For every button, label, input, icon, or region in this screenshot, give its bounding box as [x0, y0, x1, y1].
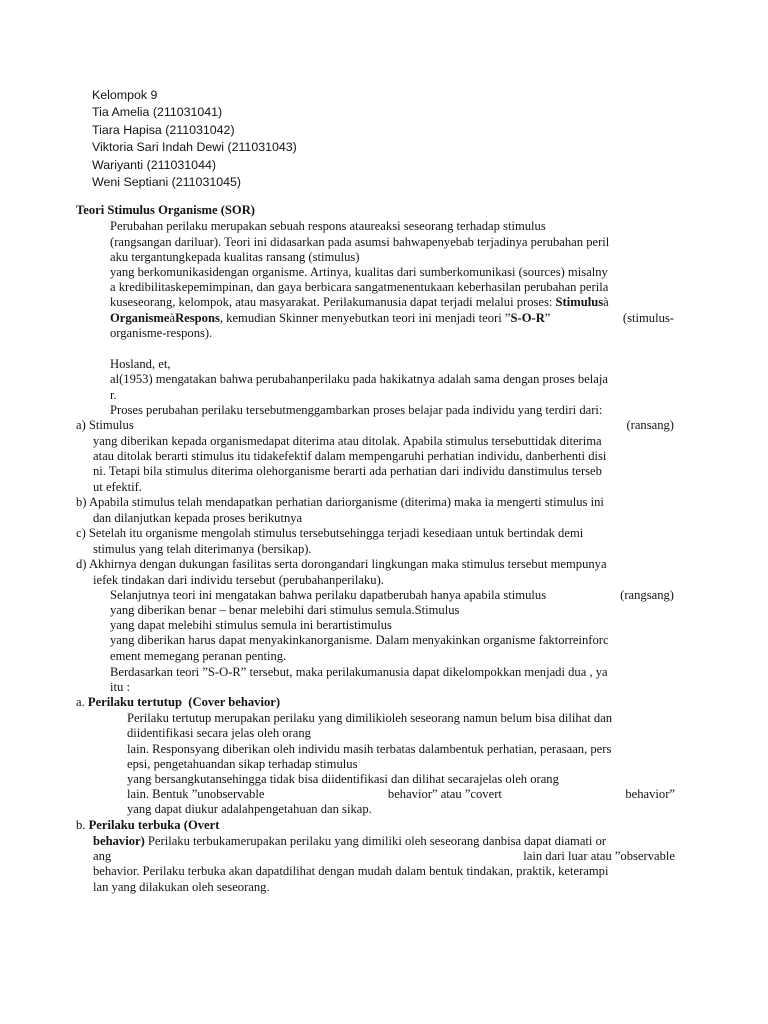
next-line-1-end: (rangsang)	[620, 588, 674, 602]
open-line-2-b: lain dari luar atau ”observable	[523, 849, 675, 863]
next-line-6: Berdasarkan teori ”S-O-R” tersebut, maka perilakumanusia dapat dikelompokkan menjadi dua , ya	[110, 665, 608, 679]
intro-line-7-end: (stimulus-	[622, 311, 674, 325]
open-line-4: lan yang dilakukan oleh seseorang.	[93, 880, 270, 894]
list-item-d-line-1: d) Akhirnya dengan dukungan fasilitas serta dorongandari lingkungan maka stimulus tersebut mempunya	[76, 557, 607, 571]
next-line-1	[110, 587, 674, 603]
group-name: Kelompok 9	[92, 88, 158, 102]
list-item-a-line-5: ut efektif.	[93, 480, 142, 494]
intro-line-7-main	[110, 310, 550, 326]
next-line-2: yang diberikan benar – benar melebihi dari stimulus semula.Stimulus	[110, 603, 460, 617]
intro-line-7-text: , kemudian Skinner menyebutkan teori ini menjadi teori ”	[219, 311, 511, 325]
list-item-a-label: a) Stimulus	[76, 418, 134, 432]
intro-line-4: yang berkomunikasidengan organisme. Artinya, kualitas dari sumberkomunikasi (sources) misalny	[110, 265, 608, 279]
closed-line-7: yang dapat diukur adalahpengetahuan dan sikap.	[127, 802, 372, 816]
next-line-5: ement memegang peranan penting.	[110, 649, 287, 663]
intro-line-6	[110, 294, 609, 310]
open-title-end: behavior)	[93, 834, 145, 848]
list-item-b-line-2: dan dilanjutkan kepada proses berikutnya	[93, 511, 303, 525]
closed-line-5: yang bersangkutansehingga tidak bisa diidentifikasi dan dilihat secarajelas oleh orang	[127, 772, 559, 786]
respons-term: Respons	[175, 311, 220, 325]
closed-line-6-c: behavior”	[625, 787, 675, 801]
member-5: Weni Septiani (211031045)	[92, 175, 242, 189]
next-line-1-text: Selanjutnya teori ini mengatakan bahwa perilaku dapatberubah hanya apabila stimulus	[110, 588, 547, 602]
closed-line-2: diidentifikasi secara jelas oleh orang	[127, 726, 311, 740]
list-item-a-line-3: atau ditolak berarti stimulus itu tidakefektif dalam mempengaruhi perhatian individu, danberhenti disi	[93, 449, 607, 463]
arrow-symbol: à	[603, 295, 609, 309]
closing-quote: ”	[544, 311, 551, 325]
open-line-1-text: Perilaku terbukamerupakan perilaku yang dimiliki oleh seseorang danbisa dapat diamati or	[144, 834, 607, 848]
arrow-symbol: à	[169, 311, 176, 325]
open-line-1	[93, 833, 606, 849]
stimulus-term: Stimulus	[555, 295, 604, 309]
intro-line-2: (rangsangan dariluar). Teori ini didasarkan pada asumsi bahwapenyebab terjadinya perubahan peril	[110, 235, 610, 249]
hosland-line-3: r.	[110, 388, 117, 402]
closed-title: Perilaku tertutup	[87, 695, 182, 709]
intro-line-3: aku tergantungkepada kualitas ransang (stimulus)	[110, 250, 360, 264]
list-item-a-line-2: yang diberikan kepada organismedapat diterima atau ditolak. Apabila stimulus tersebuttidak diterima	[93, 434, 602, 448]
intro-line-7	[110, 310, 674, 326]
open-line-3: behavior. Perilaku terbuka akan dapatdilihat dengan mudah dalam bentuk tindakan, praktik, keterampi	[93, 864, 609, 878]
closed-line-3: lain. Responsyang diberikan oleh individu masih terbatas dalambentuk perhatian, perasaan, pers	[127, 742, 612, 756]
list-item-c-line-1: c) Setelah itu organisme mengolah stimulus tersebutsehingga terjadi kesediaan untuk bertindak demi	[76, 526, 584, 540]
open-behavior-heading	[76, 817, 219, 833]
next-line-7: itu :	[110, 680, 130, 694]
list-item-a-first	[76, 417, 674, 433]
open-line-2	[93, 848, 675, 864]
intro-line-1: Perubahan perilaku merupakan sebuah respons ataureaksi seseorang terhadap stimulus	[110, 219, 546, 233]
hosland-line-2: al(1953) mengatakan bahwa perubahanperilaku pada hakikatnya adalah sama dengan proses belaja	[110, 372, 608, 386]
closed-behavior-heading	[76, 694, 280, 710]
closed-line-6-a: lain. Bentuk ”unobservable	[127, 787, 265, 801]
member-4: Wariyanti (211031044)	[92, 158, 216, 172]
member-2: Tiara Hapisa (211031042)	[92, 123, 235, 137]
intro-line-5: a kredibilitaskepemimpinan, dan gaya berbicara sangatmenentukaan keberhasilan perubahan perila	[110, 280, 609, 294]
intro-line-8: organisme-respons).	[110, 326, 213, 340]
closed-line-4: epsi, pengetahuandan sikap terhadap stimulus	[127, 757, 358, 771]
hosland-line-4: Proses perubahan perilaku tersebutmenggambarkan proses belajar pada individu yang terdiri dari:	[110, 403, 603, 417]
list-item-b-line-1: b) Apabila stimulus telah mendapatkan perhatian dariorganisme (diterima) maka ia mengerti stimulus ini	[76, 495, 604, 509]
closed-line-1: Perilaku tertutup merupakan perilaku yang dimilikioleh seseorang namun belum bisa dilihat dan	[127, 711, 613, 725]
open-title: Perilaku terbuka (Overt	[88, 818, 220, 832]
organisme-term: Organisme	[110, 311, 170, 325]
list-item-a-line-4: ni. Tetapi bila stimulus diterima olehorganisme berarti ada perhatian dari individu danstimulus terseb	[93, 464, 602, 478]
list-item-c-line-2: stimulus yang telah diterimanya (bersikap).	[93, 542, 312, 556]
next-line-4: yang diberikan harus dapat menyakinkanorganisme. Dalam menyakinkan organisme faktorreinforc	[110, 633, 609, 647]
section-title: Teori Stimulus Organisme (SOR)	[76, 203, 256, 217]
closed-prefix: a.	[76, 695, 88, 709]
closed-line-6	[127, 786, 675, 802]
intro-line-6-text: kuseseorang, kelompok, atau masyarakat. Perilakumanusia dapat terjadi melalui proses:	[110, 295, 556, 309]
open-prefix: b.	[76, 818, 89, 832]
hosland-line-1: Hosland, et,	[110, 357, 171, 371]
list-item-a-end: (ransang)	[626, 418, 674, 432]
next-line-3: yang dapat melebihi stimulus semula ini berartistimulus	[110, 618, 392, 632]
open-line-2-a: ang	[93, 849, 112, 863]
closed-line-6-b: behavior” atau ”covert	[387, 787, 502, 801]
list-item-d-line-2: iefek tindakan dari individu tersebut (perubahanperilaku).	[93, 573, 384, 587]
member-1: Tia Amelia (211031041)	[92, 105, 223, 119]
sor-term: S-O-R	[510, 311, 545, 325]
member-3: Viktoria Sari Indah Dewi (211031043)	[92, 140, 297, 154]
closed-title-2: (Cover behavior)	[188, 695, 281, 709]
